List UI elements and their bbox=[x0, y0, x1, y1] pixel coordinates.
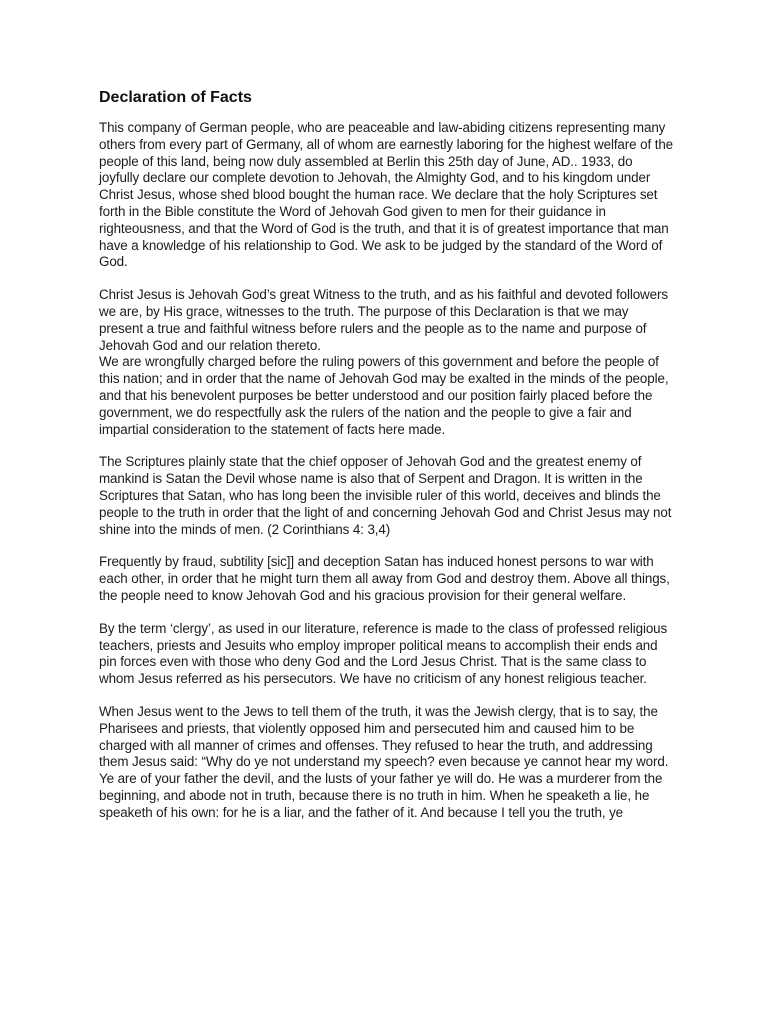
document-page bbox=[99, 88, 674, 837]
paragraph-jesus-and-jews: When Jesus went to the Jews to tell them of the truth, it was the Jewish clergy, that is to say, the Pharisees and priests, that violently opposed him and persecuted him and caused him to be charged with all manner of crimes and offenses. They refused to hear the truth, and addressing them Jesus said: “Why do ye not understand my speech? even because ye cannot hear my word. Ye are of your father the devil, and the lusts of your father ye will do. He was a murderer from the beginning, and abode not in truth, because there is no truth in him. When he speaketh a lie, he speaketh of his own: for he is a liar, and the father of it. And because I tell you the truth, ye bbox=[99, 703, 669, 820]
paragraph-fraud-deception: Frequently by fraud, subtility [sic]] and deception Satan has induced honest persons to war with each other, in order that he might turn them all away from God and destroy them. Above all things, the people need to know Jehovah God and his gracious provision for their general welfare. bbox=[99, 554, 670, 603]
paragraph-clergy-definition: By the term ‘clergy’, as used in our literature, reference is made to the class of professed religious teachers, priests and Jesuits who employ improper political means to accomplish their ends and pin forces even with those who deny God and the Lord Jesus Christ. That is the same class to whom Jesus referred as his persecutors. We have no criticism of any honest religious teacher. bbox=[99, 620, 668, 687]
paragraph-witness-purpose: Christ Jesus is Jehovah God’s great Witness to the truth, and as his faithful and devoted followers we are, by His grace, witnesses to the truth. The purpose of this Declaration is that we may present a true and faithful witness before rulers and the people as to the name and purpose of Jehovah God and our relation thereto. bbox=[99, 287, 668, 353]
paragraph-declaration-intro: This company of German people, who are peaceable and law-abiding citizens representing many others from every part of Germany, all of whom are earnestly laboring for the highest welfare of the people of this land, being now duly assembled at Berlin this 25th day of June, AD.. 1933, do joyfully declare our complete devotion to Jehovah, the Almighty God, and to his kingdom under Christ Jesus, whose shed blood bought the human race. We declare that the holy Scriptures set forth in the Bible constitute the Word of Jehovah God given to men for their guidance in righteousness, and that the Word of God is the truth, and that it is of greatest importance that man have a knowledge of his relationship to God. We ask to be judged by the standard of the Word of God. bbox=[99, 120, 674, 270]
paragraph-satan-opposer: The Scriptures plainly state that the chief opposer of Jehovah God and the greatest enemy of mankind is Satan the Devil whose name is also that of Serpent and Dragon. It is written in the Scriptures that Satan, who has long been the invisible ruler of this world, deceives and blinds the people to the truth in order that the light of and concerning Jehovah God and Christ Jesus may not shine into the minds of men. (2 Corinthians 4: 3,4) bbox=[99, 454, 672, 537]
document-title: Declaration of Facts bbox=[99, 89, 252, 106]
paragraph-wrongfully-charged: We are wrongfully charged before the ruling powers of this government and before the people of this nation; and in order that the name of Jehovah God may be exalted in the minds of the people, and that his benevolent purposes be better understood and our position fairly placed before the government, we do respectfully ask the rulers of the nation and the people to give a fair and impartial consideration to the statement of facts here made. bbox=[99, 354, 669, 437]
